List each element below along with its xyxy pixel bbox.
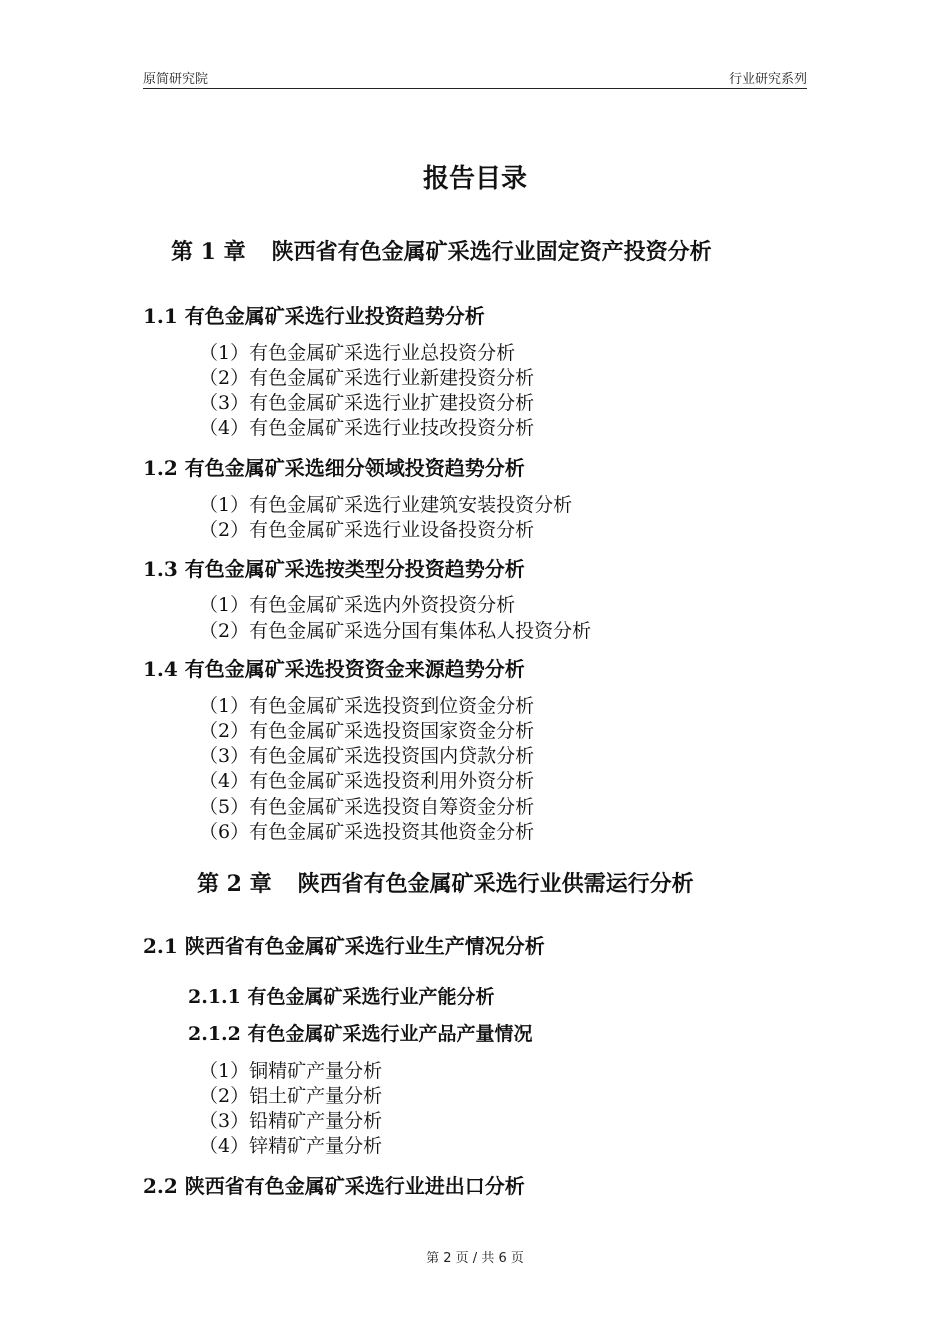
list-item[interactable]: （3）有色金属矿采选行业扩建投资分析 — [199, 392, 535, 414]
chapter-1-title: 陕西省有色金属矿采选行业固定资产投资分析 — [271, 239, 712, 265]
chapter-1-heading[interactable] — [171, 235, 712, 266]
header-org: 原简研究院 — [143, 72, 209, 87]
list-item[interactable]: （4）锌精矿产量分析 — [199, 1135, 383, 1157]
list-item[interactable]: （3）铅精矿产量分析 — [199, 1110, 383, 1132]
list-item[interactable]: （2）有色金属矿采选投资国家资金分析 — [199, 720, 535, 742]
chapter-2-heading[interactable] — [197, 867, 694, 898]
list-item[interactable]: （1）有色金属矿采选行业总投资分析 — [199, 342, 516, 364]
chapter-2-number: 第 2 章 — [197, 871, 272, 897]
list-item[interactable]: （1）有色金属矿采选行业建筑安装投资分析 — [199, 494, 573, 516]
list-item[interactable]: （2）有色金属矿采选分国有集体私人投资分析 — [199, 620, 592, 642]
section-1-4[interactable]: 1.4 有色金属矿采选投资资金来源趋势分析 — [143, 657, 525, 681]
list-item[interactable]: （1）有色金属矿采选投资到位资金分析 — [199, 695, 535, 717]
section-1-1[interactable]: 1.1 有色金属矿采选行业投资趋势分析 — [143, 304, 485, 328]
chapter-1-number: 第 1 章 — [171, 239, 246, 265]
report-toc-title: 报告目录 — [422, 164, 527, 194]
list-item[interactable]: （5）有色金属矿采选投资自筹资金分析 — [199, 796, 535, 818]
header-series: 行业研究系列 — [728, 72, 807, 87]
list-item[interactable]: （4）有色金属矿采选投资利用外资分析 — [199, 770, 535, 792]
list-item[interactable]: （1）铜精矿产量分析 — [199, 1060, 383, 1082]
header-divider — [143, 88, 807, 89]
section-1-2[interactable]: 1.2 有色金属矿采选细分领域投资趋势分析 — [143, 456, 525, 480]
list-item[interactable]: （2）铝土矿产量分析 — [199, 1085, 383, 1107]
list-item[interactable]: （1）有色金属矿采选内外资投资分析 — [199, 594, 516, 616]
section-2-2[interactable]: 2.2 陕西省有色金属矿采选行业进出口分析 — [143, 1174, 525, 1198]
chapter-2-title: 陕西省有色金属矿采选行业供需运行分析 — [297, 871, 694, 897]
list-item[interactable]: （2）有色金属矿采选行业设备投资分析 — [199, 519, 535, 541]
list-item[interactable]: （3）有色金属矿采选投资国内贷款分析 — [199, 745, 535, 767]
list-item[interactable]: （6）有色金属矿采选投资其他资金分析 — [199, 821, 535, 843]
page-footer: 第 2 页 / 共 6 页 — [426, 1251, 524, 1266]
section-2-1[interactable]: 2.1 陕西省有色金属矿采选行业生产情况分析 — [143, 934, 545, 958]
subsection-2-1-1[interactable]: 2.1.1 有色金属矿采选行业产能分析 — [188, 986, 495, 1008]
list-item[interactable]: （4）有色金属矿采选行业技改投资分析 — [199, 417, 535, 439]
section-1-3[interactable]: 1.3 有色金属矿采选按类型分投资趋势分析 — [143, 557, 525, 581]
subsection-2-1-2[interactable]: 2.1.2 有色金属矿采选行业产品产量情况 — [188, 1023, 533, 1045]
list-item[interactable]: （2）有色金属矿采选行业新建投资分析 — [199, 367, 535, 389]
